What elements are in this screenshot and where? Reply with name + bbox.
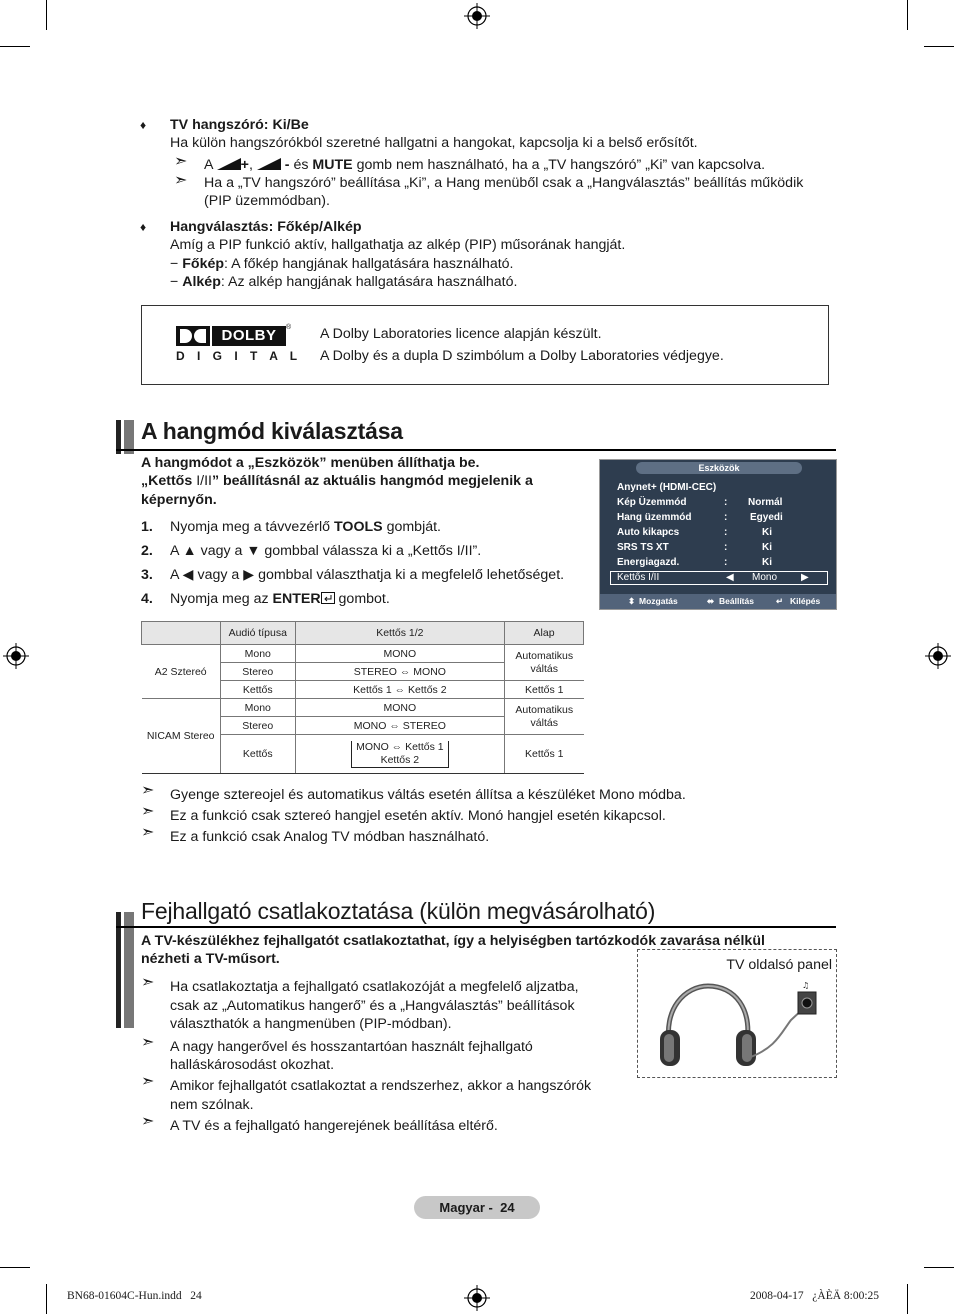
- dolby-double-d-icon: [176, 326, 210, 346]
- section-note: Ez a funkció csak sztereó hangjel esetén aktív. Monó hangjel esetén kikapcsol.: [170, 808, 666, 824]
- volume-down-icon: [257, 158, 281, 170]
- note-text: ,: [248, 157, 253, 173]
- registration-mark-icon: [925, 643, 951, 669]
- table-cell: Mono: [220, 645, 295, 663]
- auto-line: váltás: [530, 716, 558, 729]
- section-title: A hangmód kiválasztása: [141, 418, 403, 444]
- table-cell: Stereo: [220, 717, 295, 735]
- osd-row-label: Energiagazd.: [617, 557, 680, 568]
- auto-line: váltás: [530, 662, 558, 675]
- section-title: Fejhallgató csatlakoztatása (külön megvásárolható): [141, 898, 656, 924]
- dual-line: Kettős 2: [380, 753, 420, 766]
- section-note: nem szólnak.: [170, 1097, 254, 1113]
- table-cell: MONO: [295, 645, 504, 663]
- osd-row-colon: :: [724, 557, 728, 568]
- step-number: 4.: [141, 591, 153, 607]
- osd-tools-menu: [599, 459, 837, 610]
- osd-row-label: Anynet+ (HDMI-CEC): [617, 482, 717, 493]
- sub-text: : Az alkép hangjának hallgatására használható.: [220, 274, 518, 290]
- section-intro: képernyőn.: [141, 492, 217, 508]
- note-arrow-icon: ➣: [141, 1073, 155, 1090]
- step-number: 1.: [141, 519, 153, 535]
- note-arrow-icon: ➣: [141, 974, 155, 991]
- sound-select-main: − Főkép: A főkép hangjának hallgatására használható.: [170, 256, 514, 272]
- section-note: Amikor fejhallgatót csatlakoztat a rendszerhez, akkor a hangszórók: [170, 1078, 592, 1094]
- auto-line: Automatikus: [515, 703, 574, 716]
- osd-move: Mozgatás: [639, 596, 678, 606]
- osd-right-arrow-icon[interactable]: ▶: [801, 572, 809, 583]
- crop-mark: [0, 46, 30, 47]
- osd-row-label: Kép Üzemmód: [617, 497, 687, 508]
- table-cell: Kettős 1: [505, 735, 584, 774]
- table-cell: Kettős 1 ⇔ Kettős 2: [295, 681, 504, 699]
- osd-row-value: Egyedi: [750, 512, 783, 523]
- table-header: [142, 622, 221, 645]
- osd-row-colon: :: [724, 512, 728, 523]
- note-arrow-icon: ➣: [174, 172, 188, 189]
- table-cell: Kettős 1: [505, 681, 584, 699]
- crop-mark: [907, 0, 908, 30]
- crop-mark: [0, 1267, 30, 1268]
- table-cell-dual: [295, 735, 504, 774]
- table-cell: Stereo: [220, 663, 295, 681]
- crop-mark: [46, 1284, 47, 1314]
- dolby-line-2: A Dolby és a dupla D szimbólum a Dolby Laboratories védjegye.: [320, 348, 724, 364]
- step-bold: TOOLS: [334, 519, 383, 535]
- crop-mark: [46, 0, 47, 30]
- tv-speaker-text: Ha külön hangszórókból szeretné hallgatni a hangokat, kapcsolja ki a belső erősítőt.: [170, 135, 698, 151]
- table-row: [142, 645, 584, 663]
- table-header: Audió típusa: [220, 622, 295, 645]
- table-cell-auto: [505, 699, 584, 735]
- note-text: gomb nem használható, ha a „TV hangszóró” „Ki” van kapcsolva.: [356, 157, 766, 173]
- mute-label: MUTE: [312, 157, 353, 173]
- bullet-icon: ♦: [140, 220, 147, 234]
- section-bar: [124, 912, 134, 1028]
- adjust-icon: ⬌: [707, 596, 715, 606]
- table-header: Kettős 1/2: [295, 622, 504, 645]
- step-number: 3.: [141, 567, 153, 583]
- step-post: gombját.: [382, 519, 441, 535]
- note-text: A: [204, 157, 213, 173]
- section-intro: [141, 472, 533, 490]
- volume-up-icon: [217, 158, 241, 170]
- enter-icon: [321, 592, 335, 604]
- osd-row-label: Hang üzemmód: [617, 512, 692, 523]
- dolby-logo: [176, 324, 302, 366]
- crop-mark: [924, 1267, 954, 1268]
- move-icon: ⬍: [628, 596, 636, 606]
- osd-exit: Kilépés: [790, 596, 821, 606]
- nicam-label: NICAM Stereo: [142, 699, 221, 774]
- osd-row-colon: :: [724, 542, 728, 553]
- section-intro: nézheti a TV-műsort.: [141, 951, 280, 967]
- intro-bold: „Kettős: [141, 473, 193, 489]
- enter-label: ENTER: [272, 591, 321, 607]
- osd-row-value: Normál: [748, 497, 783, 508]
- page-number-badge: Magyar - 24: [414, 1196, 540, 1219]
- osd-row-value: Ki: [762, 527, 772, 538]
- note-arrow-icon: ➣: [141, 1113, 155, 1130]
- section-note: csak az „Automatikus hangerő” és a „Hangválasztás” beállítások: [170, 998, 575, 1014]
- svg-text:♫: ♫: [802, 981, 810, 990]
- table-header: Alap: [505, 622, 584, 645]
- sound-mode-table: [141, 621, 584, 774]
- step-pre: Nyomja meg az: [170, 591, 273, 607]
- table-row: [142, 699, 584, 717]
- registration-mark-icon: [464, 3, 490, 29]
- dolby-reg: ®: [286, 324, 292, 331]
- a2-label: A2 Sztereó: [142, 645, 221, 699]
- crop-mark: [924, 46, 954, 47]
- section-rule: [116, 926, 836, 928]
- section-note: Ez a funkció csak Analog TV módban használható.: [170, 829, 490, 845]
- note-arrow-icon: ➣: [141, 824, 155, 841]
- osd-left-arrow-icon[interactable]: ◀: [726, 572, 734, 583]
- section-intro: A TV-készülékhez fejhallgatót csatlakoztathat, így a helyiségben tartózkodók zavarása nélkül: [141, 933, 765, 949]
- dual-loop: [351, 741, 449, 768]
- table-cell-auto: [505, 645, 584, 681]
- osd-title: Eszközök: [636, 462, 802, 474]
- sound-select-sub: − Alkép: Az alkép hangjának hallgatására használható.: [170, 274, 518, 290]
- table-cell: MONO: [295, 699, 504, 717]
- crop-mark: [907, 1284, 908, 1314]
- tv-speaker-note-2: Ha a „TV hangszóró” beállítása „Ki”, a Hang menüből csak a „Hangválasztás” beállítás működik: [204, 175, 804, 191]
- step-text: A ▲ vagy a ▼ gombbal válassza ki a „Kettős I/II”.: [170, 543, 482, 559]
- step-number: 2.: [141, 543, 153, 559]
- osd-row-label: Auto kikapcs: [617, 527, 680, 538]
- section-note: Gyenge sztereojel és automatikus váltás esetén állítsa a készüléket Mono módba.: [170, 787, 686, 803]
- section-note: halláskárosodást okozhat.: [170, 1057, 335, 1073]
- exit-icon: ↵: [776, 596, 784, 606]
- note-arrow-icon: ➣: [141, 782, 155, 799]
- osd-adjust: Beállítás: [719, 596, 754, 606]
- table-cell: Kettős: [220, 735, 295, 774]
- tv-speaker-note-1: [204, 156, 765, 174]
- headphones-icon: [656, 978, 834, 1070]
- section-note: A TV és a fejhallgató hangerejének beállítása eltérő.: [170, 1118, 498, 1134]
- sound-select-text: Amíg a PIP funkció aktív, hallgathatja az alkép (PIP) műsorának hangját.: [170, 237, 626, 253]
- note-text: -: [284, 157, 290, 173]
- dolby-word: DOLBY: [212, 326, 286, 346]
- main-label: Főkép: [182, 256, 225, 272]
- section-intro: A hangmódot a „Eszközök” menüben állíthatja be.: [141, 455, 480, 471]
- step-text: [170, 518, 441, 536]
- osd-row-label: SRS TS XT: [617, 542, 669, 553]
- note-arrow-icon: ➣: [141, 1034, 155, 1051]
- osd-row-value: Ki: [762, 557, 772, 568]
- note-text: és: [293, 157, 309, 173]
- tv-speaker-note-2b: (PIP üzemmódban).: [204, 193, 330, 209]
- osd-row-colon: :: [724, 527, 728, 538]
- intro-bold: ” beállításnál az aktuális hangmód megjelenik a: [211, 473, 533, 489]
- main-text: : A főkép hangjának hallgatására használható.: [224, 256, 514, 272]
- side-panel-label: TV oldalsó panel: [726, 957, 832, 973]
- osd-row-colon: :: [724, 497, 728, 508]
- note-text: +: [240, 157, 249, 173]
- section-bar: [116, 912, 121, 1028]
- table-cell: Kettős: [220, 681, 295, 699]
- osd-row-value: Ki: [762, 542, 772, 553]
- registration-mark-icon: [3, 643, 29, 669]
- osd-footer: [600, 594, 836, 609]
- dolby-digital: D I G I T A L: [176, 349, 302, 363]
- osd-selected-value: Mono: [752, 572, 778, 583]
- step-post: gombot.: [334, 591, 390, 607]
- note-arrow-icon: ➣: [141, 803, 155, 820]
- sound-select-title: Hangválasztás: Főkép/Alkép: [170, 219, 362, 235]
- section-rule: [116, 449, 836, 451]
- step-pre: Nyomja meg a távvezérlő: [170, 519, 335, 535]
- auto-line: Automatikus: [515, 649, 574, 662]
- table-cell: Mono: [220, 699, 295, 717]
- dolby-line-1: A Dolby Laboratories licence alapján készült.: [320, 326, 602, 342]
- side-panel-box: [637, 949, 837, 1078]
- step-text: A ◀ vagy a ▶ gombbal választhatja ki a megfelelő lehetőséget.: [170, 567, 565, 583]
- section-note: A nagy hangerővel és hosszantartóan használt fejhallgató: [170, 1039, 533, 1055]
- registration-mark-icon: [464, 1285, 490, 1311]
- file-name: BN68-01604C-Hun.indd 24: [67, 1290, 202, 1302]
- table-cell: STEREO ⇔ MONO: [295, 663, 504, 681]
- dual-line: MONO ⇔ Kettős 1: [356, 740, 444, 753]
- print-date: 2008-04-17 ¿ÀÈÄ 8:00:25: [750, 1290, 880, 1302]
- note-arrow-icon: ➣: [174, 153, 188, 170]
- osd-selected-label: Kettős I/II: [617, 572, 660, 583]
- section-note: Ha csatlakoztatja a fejhallgató csatlakozóját a megfelelő aljzatba,: [170, 979, 579, 995]
- table-cell: MONO ⇔ STEREO: [295, 717, 504, 735]
- bullet-icon: ♦: [140, 118, 147, 132]
- step-text: [170, 590, 390, 608]
- intro-normal: I/II: [192, 473, 212, 489]
- section-note: választhatók a hangmenüben (PIP-módban).: [170, 1016, 452, 1032]
- tv-speaker-title: TV hangszóró: Ki/Be: [170, 117, 309, 133]
- sub-label: Alkép: [182, 274, 221, 290]
